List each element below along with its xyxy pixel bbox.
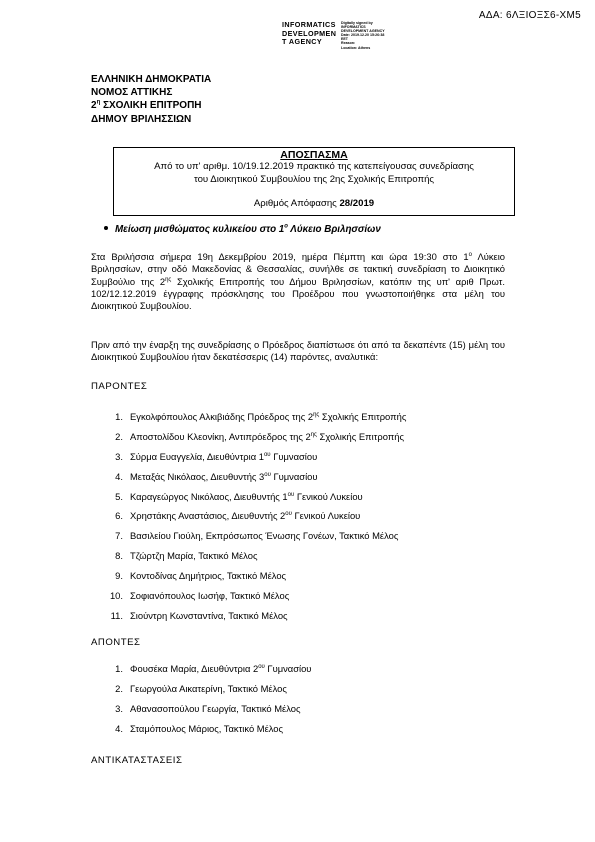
signature-detail-line: Location: Athens: [341, 45, 371, 50]
issuer-line-municipality: ΔΗΜΟΥ ΒΡΙΛΗΣΣΙΩΝ: [91, 113, 192, 125]
extract-box: [113, 147, 515, 216]
replacements-heading: ΑΝΤΙΚΑΤΑΣΤΑΣΕΙΣ: [91, 755, 183, 766]
signature-detail-line: Digitally signed by: [341, 21, 373, 25]
list-item: [91, 411, 511, 431]
extract-line-minutes: Από το υπ' αριθμ. 10/19.12.2019 πρακτικό της κατεπείγουσας συνεδρίασης: [154, 161, 474, 173]
list-text: Σταμόπουλος Μάριος, Τακτικό Μέλος: [130, 722, 284, 734]
list-text: Χρηστάκης Αναστάσιος, Διευθυντής $2^{o\upsilon}$ Γενικού Λυκείου: [130, 510, 361, 522]
list-text: Φουσέκα Μαρία, Διευθύντρια $2^{o\upsilon}$ Γυμνασίου: [130, 663, 312, 674]
list-number: 3.: [115, 702, 123, 714]
signature-detail-line: Reason:: [341, 41, 356, 46]
list-item: [91, 550, 511, 570]
list-number: 4.: [115, 722, 123, 734]
list-text: Βασιλείου Γιούλη, Εκπρόσωπος Ένωσης Γονέων, Τακτικό Μέλος: [130, 530, 399, 542]
paragraph-sup: ο: [468, 251, 472, 258]
list-text: Σιούντρη Κωνσταντίνα, Τακτικό Μέλος: [130, 609, 288, 621]
absent-list: [91, 663, 511, 743]
list-number: 2.: [115, 682, 123, 694]
list-number: 11.: [110, 609, 123, 621]
signature-detail-line: INFORMATICS: [341, 25, 366, 30]
subject-text-rest: Λύκειο Βριλησσίων: [287, 224, 381, 235]
list-number: 7.: [115, 530, 123, 542]
list-item: [91, 570, 511, 590]
list-item: [91, 530, 511, 550]
list-number: 5.: [115, 490, 123, 502]
list-item: [91, 491, 511, 511]
signature-agency-line: DEVELOPMEN: [282, 28, 337, 38]
issuer-header: [91, 73, 211, 126]
subject-line: [104, 224, 381, 235]
list-number: 4.: [115, 470, 123, 482]
list-item: [91, 590, 511, 610]
list-text: Αποστολίδου Κλεονίκη, Αντιπρόεδρος της $2^{\eta\varsigma}$ Σχολικής Επιτροπής: [130, 430, 404, 442]
subject-text: Μείωση μισθώματος κυλικείου στο 1: [115, 224, 285, 235]
list-text: Μεταξάς Νικόλαος, Διευθυντής $3^{o\upsilon}$ Γυμνασίου: [130, 470, 318, 482]
decision-number: 28/2019: [339, 198, 375, 210]
list-text: Τζώρτζη Μαρία, Τακτικό Μέλος: [130, 550, 258, 562]
extract-title: ΑΠΟΣΠΑΣΜΑ: [280, 149, 348, 161]
list-item: [91, 663, 511, 683]
list-number: 8.: [115, 550, 123, 562]
list-number: 1.: [115, 663, 123, 674]
list-item: [91, 471, 511, 491]
issuer-line-committee: [91, 99, 211, 112]
absent-heading: ΑΠΟΝΤΕΣ: [91, 637, 141, 648]
committee-number: 2: [91, 100, 97, 112]
digital-signature-stamp: [282, 21, 402, 51]
list-item: [91, 510, 511, 530]
list-item: [91, 431, 511, 451]
signature-agency-line: T AGENCY: [282, 37, 323, 47]
list-text: Σοφιανόπουλος Ιωσήφ, Τακτικό Μέλος: [130, 590, 290, 602]
paragraph-quorum: Πριν από την έναρξη της συνεδρίασης ο Πρόεδρος διαπίστωσε ότι από τα δεκαπέντε (15) μέλη του Διοικητικού Συμβουλίου ήταν δεκατέσσερις (14) παρόντες, αναλυτικά:: [91, 339, 505, 363]
signature-agency-name: [282, 21, 340, 47]
signature-details: [341, 21, 401, 50]
issuer-line-country: ΕΛΛΗΝΙΚΗ ΔΗΜΟΚΡΑΤΙΑ: [91, 74, 212, 85]
list-text: Αθανασοπούλου Γεωργία, Τακτικό Μέλος: [130, 702, 301, 714]
bullet-icon: [104, 226, 108, 230]
present-list: [91, 411, 511, 630]
extract-line-board: του Διοικητικού Συμβουλίου της 2ης Σχολικής Επιτροπής: [193, 173, 435, 185]
list-text: Γεωργούλα Αικατερίνη, Τακτικό Μέλος: [130, 682, 287, 694]
paragraph-meeting: [91, 251, 505, 312]
paragraph-text: Σχολικής Επιτροπής του Δήμου Βριλησσίων, κατόπιν της υπ' αριθ Πρωτ. 102/12.12.2019 έγγραφης πρόσκλησης του Προέδρου που γνωστοποιήθηκε στα μέλη του Διοικητικού Συμβουλίου.: [91, 275, 505, 312]
list-number: 9.: [115, 570, 123, 582]
signature-detail-line: EET: [341, 37, 348, 42]
list-item: [91, 683, 511, 703]
list-item: [91, 703, 511, 723]
decision-label: Αριθμός Απόφασης: [253, 198, 340, 210]
issuer-line-prefecture: ΝΟΜΟΣ ΑΤΤΙΚΗΣ: [91, 87, 173, 99]
list-text: Σύρμα Ευαγγελία, Διευθύντρια $1^{o\upsilon}$ Γυμνασίου: [130, 450, 318, 462]
list-number: 2.: [115, 430, 123, 442]
list-number: 10.: [109, 590, 123, 602]
list-item: [91, 451, 511, 471]
list-text: Καραγεώργος Νικόλαος, Διευθυντής $1^{o\upsilon}$ Γενικού Λυκείου: [130, 490, 363, 502]
present-heading: ΠΑΡΟΝΤΕΣ: [91, 381, 148, 392]
paragraph-text: Λύκειο Βριλησσίων, στην οδό Μακεδονίας & Θεσσαλίας, συνήλθε σε τακτική συνεδρίαση το Διοικητικό Συμβούλιο της 2: [91, 251, 506, 287]
signature-agency-line: INFORMATICS: [282, 20, 336, 29]
committee-number-suffix: η: [96, 100, 101, 107]
list-item: [91, 723, 511, 743]
signature-detail-line: DEVELOPMENT AGENCY: [341, 29, 385, 34]
list-number: 1.: [115, 411, 123, 422]
ada-code: ΑΔΑ: 6ΛΞΙΟΞΣ6-ΧΜ5: [478, 10, 581, 21]
subject-sup: ο: [284, 223, 288, 230]
committee-name: ΣΧΟΛΙΚΗ ΕΠΙΤΡΟΠΗ: [100, 100, 202, 112]
list-item: [91, 610, 511, 630]
signature-detail-line: Date: 2019.12.20 15:26:38: [341, 33, 385, 38]
decision-number-line: [114, 198, 514, 210]
list-text: Κοντοδίνας Δημήτριος, Τακτικό Μέλος: [130, 570, 287, 582]
paragraph-text: Στα Βριλήσσια σήμερα 19η Δεκεμβρίου 2019, ημέρα Πέμπτη και ώρα 19:30 στο 1: [91, 251, 469, 262]
paragraph-sup: ης: [165, 276, 172, 283]
list-number: 3.: [115, 450, 123, 462]
list-number: 6.: [115, 510, 123, 522]
list-text: Εγκολφόπουλος Αλκιβιάδης Πρόεδρος της $2^{\eta\varsigma}$ Σχολικής Επιτροπής: [130, 411, 407, 422]
